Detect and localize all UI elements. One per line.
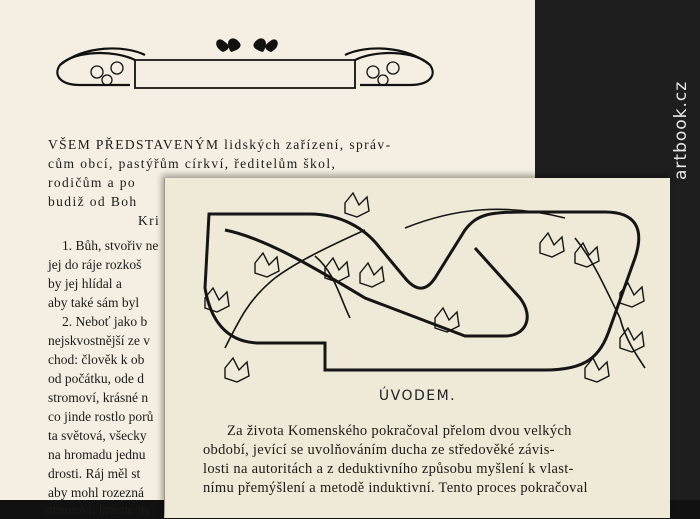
body-line: na hromadu jednu [48,447,146,462]
body-line: Za života Komenského pokračoval přelom dvou velkých [227,423,572,439]
body-line: 1. Bůh, stvořiv ne [62,238,159,253]
heading-line: rodičům a po [48,175,137,190]
body-line: chod: člověk k ob [48,352,145,367]
body-line: jej do ráje rozkoš [48,257,142,272]
heading-line: VŠEM PŘEDSTAVENÝM lidských zařízení, správ- [48,137,392,152]
heading-line: budiž od Boh [48,194,138,209]
floral-headpiece-ornament [45,30,445,105]
body-line: nímu přemýšlení a metodě induktivní. Tento proces pokračoval [203,480,588,496]
body-line: od počátku, ode d [48,371,144,386]
floral-vine-ornament [165,178,670,388]
body-line: losti na autoritách a z deduktivního způsobu myšlení k vlast- [203,461,574,477]
front-book-page [165,178,670,518]
body-line: nejskvostnější ze v [48,333,150,348]
chapter-title: ÚVODEM. [378,388,457,404]
watermark-logo: artbook.cz [671,80,691,180]
body-line: aby také sám byl [48,295,140,310]
body-line: období, jevící se uvolňováním ducha ze středověké závis- [203,442,555,458]
body-line: 2. Neboť jako b [62,314,148,329]
heading-line: cům obcí, pastýřům církví, ředitelům škol, [48,156,337,171]
body-line: co jinde rostlo porů [48,409,154,424]
heading-line: Kri [138,213,161,228]
body-line: ta světová, všecky [48,428,147,443]
body-line: drosti. Ráj měl st [48,466,141,481]
body-line: by jej hlídal a [48,276,122,291]
body-line: stromoví, krásné n [48,390,149,405]
body-line: aby mohl rozezná [48,485,144,500]
body-line: stromoví, krásné na [44,502,151,517]
